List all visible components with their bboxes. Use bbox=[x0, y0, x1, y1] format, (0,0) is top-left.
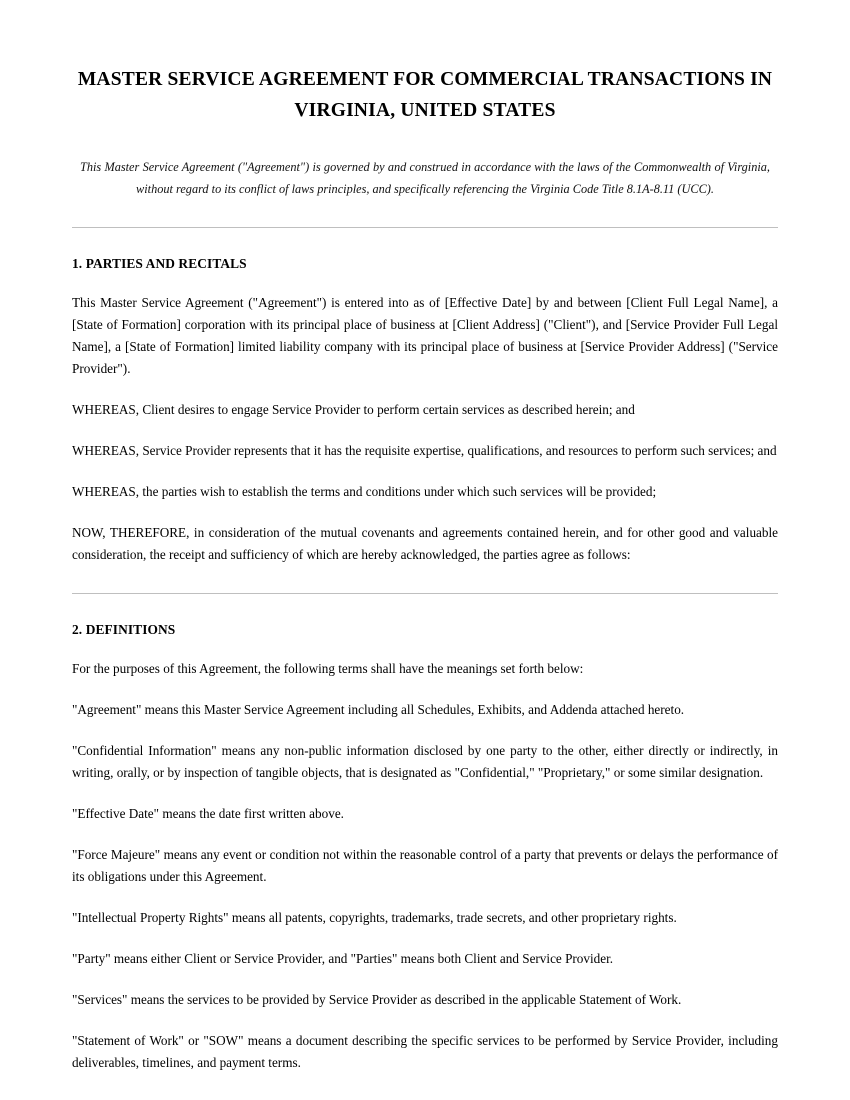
paragraph: "Party" means either Client or Service Provider, and "Parties" means both Client and Service Provider. bbox=[72, 951, 614, 966]
section-parties-and-recitals bbox=[72, 256, 778, 566]
paragraph: "Confidential Information" means any non-public information disclosed by one party to the other, either directly or indirectly, in writing, orally, or by inspection of tangible objects, that is designated as "Confidential," "Proprietary," or some similar designation. bbox=[72, 743, 778, 780]
paragraph: WHEREAS, Service Provider represents that it has the requisite expertise, qualifications, and resources to perform such services; and bbox=[72, 443, 777, 458]
section-heading: 1. PARTIES AND RECITALS bbox=[72, 256, 247, 271]
paragraph: For the purposes of this Agreement, the following terms shall have the meanings set forth below: bbox=[72, 661, 584, 676]
section-definitions bbox=[72, 622, 778, 1074]
divider-section bbox=[72, 593, 778, 594]
page-title: MASTER SERVICE AGREEMENT FOR COMMERCIAL TRANSACTIONS IN VIRGINIA, UNITED STATES bbox=[77, 69, 773, 121]
paragraph: WHEREAS, the parties wish to establish the terms and conditions under which such services will be provided; bbox=[72, 484, 657, 499]
section-heading: 2. DEFINITIONS bbox=[72, 622, 176, 637]
paragraph: WHEREAS, Client desires to engage Service Provider to perform certain services as described herein; and bbox=[72, 402, 635, 417]
paragraph: NOW, THEREFORE, in consideration of the mutual covenants and agreements contained herein, and for other good and valuable consideration, the receipt and sufficiency of which are hereby acknowledged, the parties agree as follows: bbox=[72, 525, 778, 562]
paragraph: "Force Majeure" means any event or condition not within the reasonable control of a party that prevents or delays the performance of its obligations under this Agreement. bbox=[72, 847, 778, 884]
paragraph: "Agreement" means this Master Service Agreement including all Schedules, Exhibits, and Addenda attached hereto. bbox=[72, 702, 685, 717]
paragraph: "Services" means the services to be provided by Service Provider as described in the applicable Statement of Work. bbox=[72, 992, 682, 1007]
paragraph: "Effective Date" means the date first written above. bbox=[72, 806, 344, 821]
paragraph: "Intellectual Property Rights" means all patents, copyrights, trademarks, trade secrets, and other proprietary rights. bbox=[72, 910, 677, 925]
divider-top bbox=[72, 227, 778, 228]
governing-law-note: This Master Service Agreement ("Agreement") is governed by and construed in accordance with the laws of the Commonwealth of Virginia, without regard to its conflict of laws principles, and specifically referencing the Virginia Code Title 8.1A-8.11 (UCC). bbox=[80, 160, 770, 196]
paragraph: This Master Service Agreement ("Agreement") is entered into as of [Effective Date] by and between [Client Full Legal Name], a [State of Formation] corporation with its principal place of business at [Client Address] ("Client"), and [Service Provider Full Legal Name], a [State of Formation] limited liability company with its principal place of business at [Service Provider Address] ("Service Provider"). bbox=[72, 295, 778, 376]
paragraph: "Statement of Work" or "SOW" means a document describing the specific services to be performed by Service Provider, including deliverables, timelines, and payment terms. bbox=[72, 1033, 778, 1070]
